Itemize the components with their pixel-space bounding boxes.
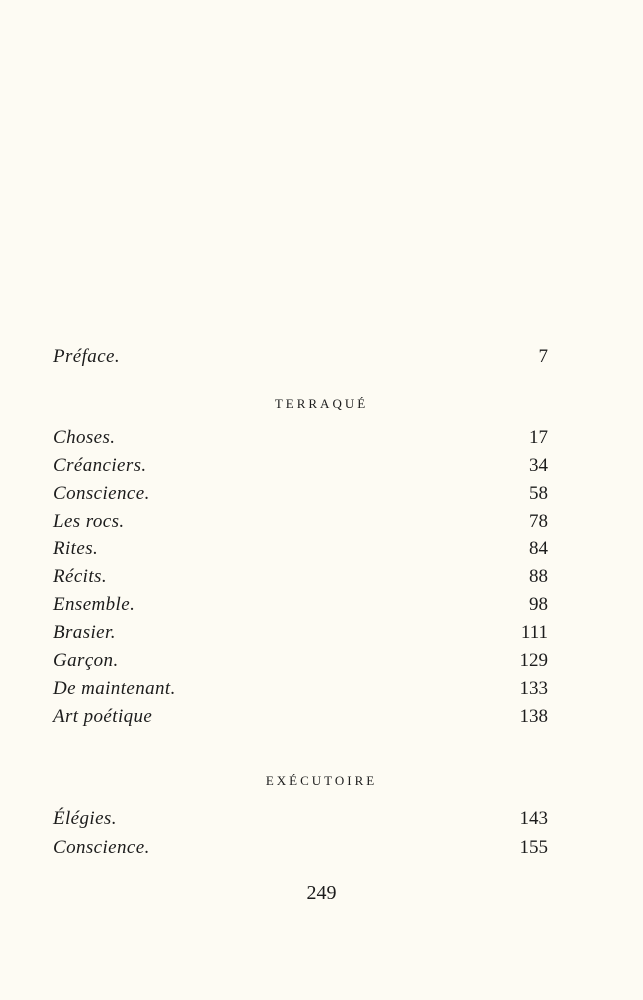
toc-entry: [53, 566, 548, 592]
section-heading-executoire: EXÉCUTOIRE: [265, 773, 378, 788]
toc-entry-page: 98: [529, 594, 548, 615]
toc-entry-page: 34: [529, 455, 548, 476]
toc-entry-title: Garçon.: [53, 650, 119, 671]
toc-entry-title: Conscience.: [53, 837, 150, 858]
toc-entry-title: Préface.: [53, 346, 121, 367]
toc-entry-title: Rites.: [53, 538, 99, 559]
toc-entry-page: 78: [529, 511, 548, 532]
toc-entry: [53, 650, 548, 676]
toc-entry: [53, 706, 548, 732]
toc-entry-page: 155: [519, 837, 548, 858]
toc-entry: [53, 837, 548, 863]
toc-entry-page: 88: [529, 566, 548, 587]
toc-entry-page: 138: [519, 706, 548, 727]
toc-entry-page: 84: [529, 538, 548, 559]
toc-entry-title: Art poétique: [53, 706, 153, 727]
toc-entry-title: Ensemble.: [53, 594, 136, 615]
toc-entry: [53, 622, 548, 648]
toc-entry-title: Créanciers.: [53, 455, 147, 476]
toc-entry-title: Choses.: [53, 427, 116, 448]
toc-entry: [53, 538, 548, 564]
toc-entry-page: 7: [538, 346, 548, 367]
toc-entry-page: 111: [520, 622, 548, 643]
toc-entry-page: 129: [519, 650, 548, 671]
toc-entry-title: Brasier.: [53, 622, 116, 643]
toc-entry-title: Conscience.: [53, 483, 150, 504]
toc-entry: [53, 511, 548, 537]
toc-entry: [53, 808, 548, 834]
toc-entry-page: 17: [529, 427, 548, 448]
toc-entry: [53, 594, 548, 620]
toc-entry-page: 143: [519, 808, 548, 829]
page-number: 249: [306, 882, 337, 904]
toc-entry: [53, 678, 548, 704]
toc-entry: [53, 455, 548, 481]
toc-entry-page: 133: [519, 678, 548, 699]
toc-entry-title: De maintenant.: [53, 678, 176, 699]
toc-entry-page: 58: [529, 483, 548, 504]
section-heading-terraque: TERRAQUÉ: [274, 396, 369, 411]
toc-entry: [53, 483, 548, 509]
toc-entry-preface: [53, 346, 548, 372]
toc-entry-title: Récits.: [53, 566, 107, 587]
toc-entry: [53, 427, 548, 453]
toc-entry-title: Les rocs.: [53, 511, 125, 532]
toc-entry-title: Élégies.: [53, 808, 117, 829]
